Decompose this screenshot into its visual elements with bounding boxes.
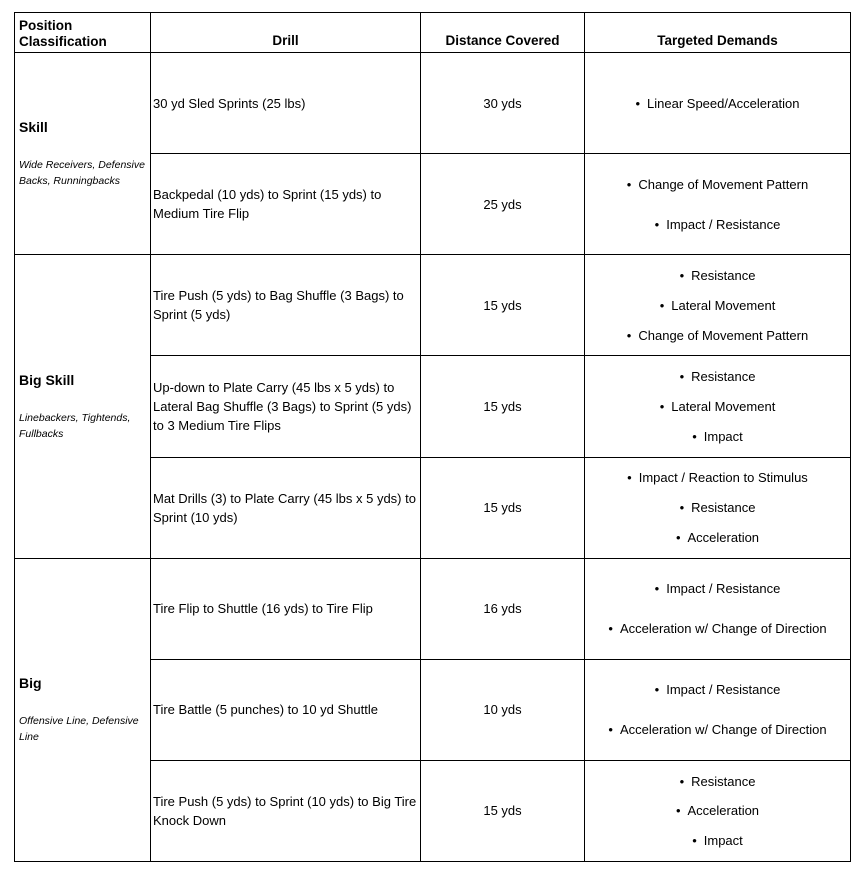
demand-item [680, 266, 756, 285]
demand-item [655, 579, 781, 598]
table-row [15, 53, 851, 154]
position-group-positions: Wide Receivers, Defensive Backs, Runningbacks [19, 159, 145, 188]
drill-cell: Tire Battle (5 punches) to 10 yd Shuttle [151, 659, 421, 760]
bullet-icon: • [608, 722, 613, 738]
position-group-positions: Offensive Line, Defensive Line [19, 715, 139, 744]
demands-list [585, 458, 850, 558]
demand-text: Lateral Movement [671, 398, 776, 414]
bullet-icon: • [675, 803, 681, 819]
demand-item [680, 367, 756, 386]
demand-text: Impact / Resistance [666, 682, 781, 698]
targeted-demands-cell [585, 356, 851, 457]
demand-item [676, 801, 759, 820]
distance-cell: 10 yds [421, 659, 585, 760]
bullet-icon: • [626, 176, 632, 192]
demand-text: Acceleration [687, 529, 760, 545]
demand-item [680, 772, 756, 791]
bullet-icon: • [608, 621, 613, 637]
demand-item [660, 296, 776, 315]
bullet-icon: • [675, 529, 681, 545]
table-row [15, 255, 851, 356]
drill-cell: Tire Push (5 yds) to Bag Shuffle (3 Bags) to Sprint (5 yds) [151, 255, 421, 356]
demands-list [585, 356, 850, 456]
bullet-icon: • [626, 327, 632, 343]
distance-cell: 15 yds [421, 255, 585, 356]
table-row [15, 558, 851, 659]
header-distance-covered: Distance Covered [421, 13, 585, 53]
demand-item [692, 427, 743, 446]
demand-item [627, 175, 808, 194]
demand-text: Impact / Reaction to Stimulus [638, 470, 808, 486]
position-classification-cell [15, 53, 151, 255]
bullet-icon: • [679, 369, 685, 385]
demand-text: Acceleration w/ Change of Direction [619, 621, 827, 637]
bullet-icon: • [659, 297, 665, 313]
demand-text: Lateral Movement [671, 297, 776, 313]
demand-text: Resistance [691, 369, 756, 385]
demands-list [585, 255, 850, 355]
demand-item [692, 831, 743, 850]
distance-cell: 25 yds [421, 154, 585, 255]
demand-text: Acceleration w/ Change of Direction [619, 722, 827, 738]
position-group-name: Big [19, 675, 42, 692]
distance-cell: 15 yds [421, 457, 585, 558]
demand-item [676, 528, 759, 547]
demand-item [608, 720, 826, 739]
targeted-demands-cell [585, 558, 851, 659]
demand-item [660, 397, 776, 416]
bullet-icon: • [627, 470, 632, 486]
position-group-name: Skill [19, 119, 48, 136]
demand-item [627, 326, 808, 345]
bullet-icon: • [654, 581, 660, 597]
bullet-icon: • [679, 268, 685, 284]
table-body [15, 53, 851, 862]
targeted-demands-cell [585, 760, 851, 861]
bullet-icon: • [692, 428, 697, 444]
drill-cell: Up-down to Plate Carry (45 lbs x 5 yds) to Lateral Bag Shuffle (3 Bags) to Sprint (5 yds) to 3 Medium Tire Flips [151, 356, 421, 457]
demand-text: Impact / Resistance [666, 581, 781, 597]
demands-list [585, 154, 850, 254]
bullet-icon: • [692, 833, 697, 849]
demand-text: Impact [703, 428, 743, 444]
demand-item [627, 468, 808, 487]
demands-list [585, 660, 850, 760]
demand-text: Resistance [691, 268, 756, 284]
drill-cell: 30 yd Sled Sprints (25 lbs) [151, 53, 421, 154]
drill-cell: Mat Drills (3) to Plate Carry (45 lbs x 5 yds) to Sprint (10 yds) [151, 457, 421, 558]
bullet-icon: • [654, 682, 660, 698]
drill-cell: Backpedal (10 yds) to Sprint (15 yds) to Medium Tire Flip [151, 154, 421, 255]
targeted-demands-cell [585, 255, 851, 356]
demand-item [655, 215, 781, 234]
distance-cell: 15 yds [421, 760, 585, 861]
header-drill: Drill [151, 13, 421, 53]
targeted-demands-cell [585, 457, 851, 558]
distance-cell: 16 yds [421, 558, 585, 659]
demand-item [635, 94, 799, 113]
distance-cell: 15 yds [421, 356, 585, 457]
position-classification-cell [15, 558, 151, 861]
demand-text: Resistance [691, 500, 756, 516]
bullet-icon: • [659, 398, 665, 414]
demand-text: Impact [703, 833, 743, 849]
demand-text: Impact / Resistance [666, 216, 781, 232]
drill-table [14, 12, 851, 862]
bullet-icon: • [654, 216, 660, 232]
demand-text: Change of Movement Pattern [638, 176, 809, 192]
header-row [15, 13, 851, 53]
header-targeted-demands: Targeted Demands [585, 13, 851, 53]
demand-text: Linear Speed/Acceleration [647, 95, 800, 111]
header-position-classification: Position Classification [15, 13, 151, 53]
demand-text: Change of Movement Pattern [638, 327, 809, 343]
demands-list [585, 761, 850, 861]
targeted-demands-cell [585, 154, 851, 255]
demand-text: Resistance [691, 773, 756, 789]
demand-item [655, 680, 781, 699]
bullet-icon: • [679, 773, 685, 789]
drill-cell: Tire Push (5 yds) to Sprint (10 yds) to Big Tire Knock Down [151, 760, 421, 861]
distance-cell: 30 yds [421, 53, 585, 154]
targeted-demands-cell [585, 659, 851, 760]
bullet-icon: • [635, 95, 641, 111]
demand-item [608, 619, 826, 638]
drill-cell: Tire Flip to Shuttle (16 yds) to Tire Flip [151, 558, 421, 659]
demand-text: Acceleration [687, 803, 760, 819]
position-classification-cell [15, 255, 151, 558]
position-group-positions: Linebackers, Tightends, Fullbacks [19, 411, 131, 440]
demand-item [680, 498, 756, 517]
position-group-name: Big Skill [19, 371, 75, 388]
demands-list [585, 53, 850, 153]
targeted-demands-cell [585, 53, 851, 154]
bullet-icon: • [679, 500, 685, 516]
demands-list [585, 559, 850, 659]
